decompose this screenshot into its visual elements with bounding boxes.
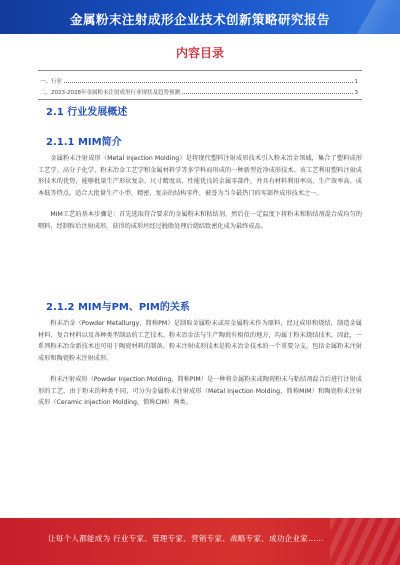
toc-entry-page: 1	[354, 79, 358, 85]
body-paragraph: MIM工艺的基本步骤是：首先选取符合要求的金属粉末和粘结剂，然后在一定温度下将粉末和粘结剂混合成均匀的喂料，经制粒后注射成形，获得的成形坯经过脱脂处理后烧结致密化成为最终成品。	[38, 211, 362, 230]
toc-entry-page: 3	[354, 90, 358, 96]
toc-entry-label: 二、2023-2028年金属粉末注射成形行业现状及趋势预测	[40, 90, 180, 96]
toc-leader-dots	[64, 78, 352, 83]
toc-divider-bottom	[38, 99, 362, 100]
toc-divider-top	[38, 70, 362, 71]
toc-heading: 内容目录	[175, 46, 224, 60]
toc-entry-label: 一、行业	[40, 79, 63, 85]
section-heading-2-1-1: 2.1.1 MIM简介	[46, 137, 122, 148]
section-heading-2-1: 2.1 行业发展概述	[46, 107, 128, 118]
toc-leader-dots	[182, 89, 353, 94]
report-header-banner	[0, 0, 400, 34]
section-heading-2-1-2: 2.1.2 MIM与PM、PIM的关系	[46, 302, 190, 313]
toc-entry[interactable]	[40, 77, 358, 85]
section-2-1-2-body	[38, 318, 362, 409]
footer-banner	[0, 518, 400, 565]
toc-entry[interactable]	[40, 88, 358, 96]
report-title: 金属粉末注射成形企业技术创新策略研究报告	[69, 12, 330, 27]
body-paragraph: 粉末注射成形（Powder Injection Molding，简称PIM）是一种将金属粉末或陶瓷粉末与粘结剂混合后进行注射成形的工艺，由于粉末的种类不同，可分为金属粉末注射成形（Metal Injection Molding，简称MIM）和陶瓷粉末注射成形（Ceramic Injection Molding，简称CIM）两类。	[38, 376, 362, 406]
footer-decorative-stripes	[330, 518, 400, 565]
section-2-1-1-body	[38, 153, 362, 232]
footer-slogan: 让每个人都能成为 行业专家、管理专家、营销专家、战略专家、成功企业家……	[48, 534, 324, 543]
body-paragraph: 粉末冶金（Powder Metallurgy，简称PM）是制取金属粉末或用金属粉末作为原料，经过成形和烧结，制造金属材料、复合材料以及各种类型制品的工艺技术。粉末冶金法与生产陶瓷有相似的地方，均属于粉末烧结技术，因此，一系列粉末冶金新技术也可用于陶瓷材料的制备。粉末注射成形技术是粉末冶金技术的一个重要分支，包括金属粉末注射成形和陶瓷粉末注射成形。	[38, 320, 362, 362]
body-paragraph: 金属粉末注射成形（Metal Injection Molding）是将现代塑料注射成形技术引入粉末冶金领域，集合了塑料成形工艺学、高分子化学、粉末冶金工艺学和金属材料学等多学科而形成的一种新型近净成形技术。该工艺利用塑料注射成形技术的优势，能够批量生产形状复杂、尺寸精度高、性能优良的金属零部件，并具有材料利用率高、生产效率高、成本低等特点，适合大批量生产小型、精密、复杂的结构零件，被誉为当今最热门的零部件成形技术之一。	[38, 155, 362, 197]
